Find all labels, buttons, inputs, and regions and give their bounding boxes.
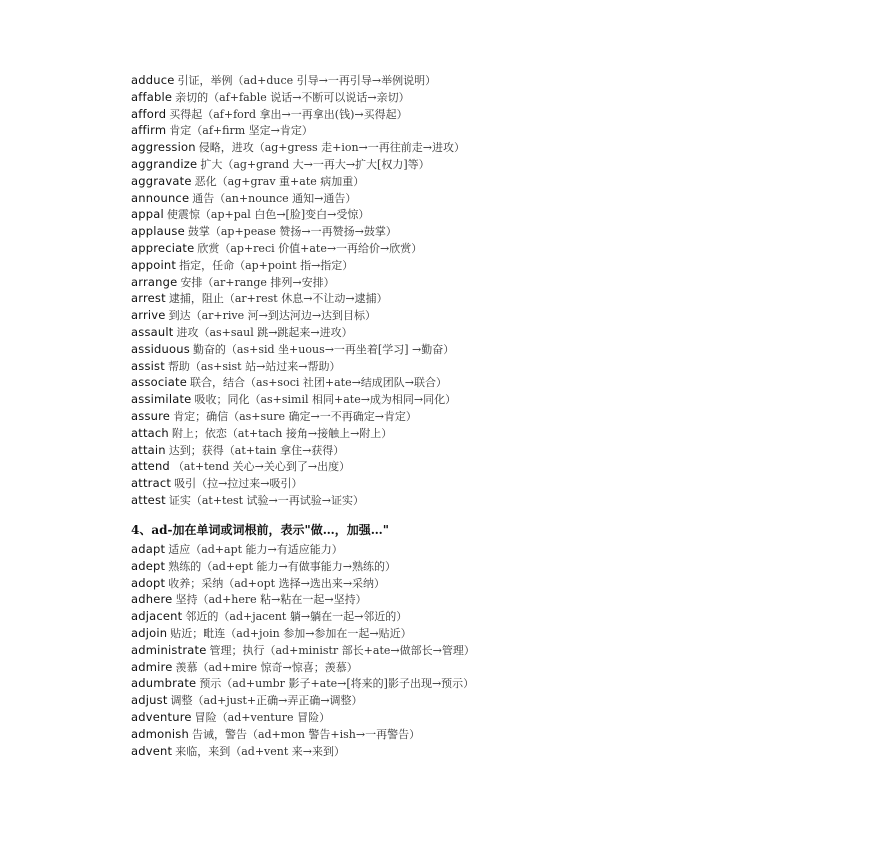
vocab-definition: 扩大（ag+grand 大→一再大→扩大[权力]等） — [200, 157, 430, 171]
vocab-word: assimilate — [131, 392, 192, 407]
vocab-definition: 坚持（ad+here 粘→粘在一起→坚持） — [175, 593, 367, 607]
vocab-definition: 逮捕，阻止（ar+rest 休息→不让动→逮捕） — [168, 292, 388, 306]
vocab-definition: 鼓掌（ap+pease 赞扬→一再赞扬→鼓掌） — [187, 225, 397, 239]
vocab-entry — [131, 541, 475, 558]
vocab-entry — [131, 206, 465, 223]
vocab-definition: 适应（ad+apt 能力→有适应能力） — [168, 543, 343, 556]
vocab-entry — [131, 625, 475, 642]
vocab-entry — [131, 106, 465, 123]
vocab-entry — [131, 341, 465, 358]
vocab-entry — [131, 475, 465, 492]
vocab-word: adduce — [131, 73, 175, 87]
vocab-word: appreciate — [131, 240, 195, 255]
vocab-word: aggression — [131, 140, 196, 155]
vocab-definition: 通告（an+nounce 通知→通告） — [192, 191, 357, 205]
vocab-word: adumbrate — [131, 676, 197, 691]
vocab-definition: 邻近的（ad+jacent 躺→躺在一起→邻近的） — [185, 610, 408, 624]
vocab-entry — [131, 675, 475, 692]
vocab-definition: 使震惊（ap+pal 白色→[脸]变白→受惊） — [166, 208, 370, 222]
vocab-word: assist — [131, 358, 165, 373]
vocab-entry — [131, 374, 465, 391]
vocab-word: advent — [131, 743, 173, 758]
vocab-definition: 来临，来到（ad+vent 来→来到） — [175, 744, 345, 758]
vocab-word: attest — [131, 492, 166, 507]
vocab-word: adventure — [131, 709, 192, 724]
vocab-entry — [131, 173, 465, 190]
vocab-entry — [131, 257, 465, 274]
vocab-entry — [131, 391, 465, 408]
vocab-word: arrest — [131, 291, 166, 306]
vocab-entry — [131, 425, 465, 442]
vocab-entry — [131, 692, 475, 709]
vocab-definition: 亲切的（af+fable 说话→不断可以说话→亲切） — [175, 90, 410, 104]
vocab-entry — [131, 89, 465, 106]
vocab-definition: 告诫，警告（ad+mon 警告+ish→一再警告） — [191, 727, 421, 741]
vocab-word: appoint — [131, 257, 177, 272]
vocab-entry — [131, 591, 475, 608]
vocab-entry — [131, 290, 465, 307]
vocab-word: attract — [131, 476, 172, 491]
vocab-entry — [131, 442, 465, 459]
vocab-entry — [131, 139, 465, 156]
vocab-entry — [131, 223, 465, 240]
vocab-definition: 买得起（af+ford 拿出→一再拿出(钱)→买得起） — [169, 107, 408, 121]
vocab-word: associate — [131, 375, 188, 390]
vocab-word: assure — [131, 408, 171, 423]
vocab-word: admire — [131, 659, 173, 674]
vocab-word: arrange — [131, 274, 178, 289]
vocab-word: adept — [131, 558, 166, 573]
vocab-word: adopt — [131, 575, 166, 590]
vocab-definition: 预示（ad+umbr 影子+ate→[将来的]影子出现→预示） — [199, 677, 475, 691]
vocab-entry — [131, 558, 475, 575]
vocab-definition: 肯定（af+firm 坚定→肯定） — [169, 124, 313, 138]
vocab-definition: 附上；依恋（at+tach 接角→接触上→附上） — [171, 426, 393, 440]
vocab-definition: 联合，结合（as+soci 社团+ate→结成团队→联合） — [190, 376, 448, 390]
vocab-word: adjoin — [131, 625, 168, 640]
vocab-word: affable — [131, 89, 173, 104]
vocab-word: arrive — [131, 308, 166, 323]
vocab-entry — [131, 642, 475, 659]
vocab-word: applause — [131, 224, 185, 239]
vocab-entry — [131, 709, 475, 726]
vocab-word: admonish — [131, 726, 189, 741]
vocab-definition: 冒险（ad+venture 冒险） — [194, 710, 331, 724]
vocab-entry — [131, 492, 465, 509]
vocab-entry — [131, 72, 465, 89]
vocab-entry — [131, 358, 465, 375]
vocab-definition: 侵略，进攻（ag+gress 走+ion→一再往前走→进攻） — [198, 141, 465, 155]
vocab-entry — [131, 608, 475, 625]
vocab-definition: 收养；采纳（ad+opt 选择→选出来→采纳） — [168, 576, 386, 590]
vocab-word: afford — [131, 106, 167, 121]
vocab-definition: 熟练的（ad+ept 能力→有做事能力→熟练的） — [168, 559, 396, 573]
vocab-entry — [131, 408, 465, 425]
vocab-word: adjust — [131, 693, 168, 708]
vocab-word: appal — [131, 207, 164, 222]
vocab-definition: （at+tend 关心→关心到了→出度） — [172, 460, 351, 474]
vocab-definition: 指定，任命（ap+point 指→指定） — [179, 258, 354, 272]
vocab-word: attend — [131, 459, 170, 474]
vocab-definition: 进攻（as+saul 跳→跳起来→进攻） — [176, 325, 353, 339]
vocab-definition: 引证，举例（ad+duce 引导→一再引导→举例说明） — [177, 74, 437, 87]
vocab-definition: 勤奋的（as+sid 坐+uous→一再坐着[学习] →勤奋） — [192, 342, 455, 356]
word-list-section-2 — [131, 541, 475, 759]
vocab-word: aggravate — [131, 173, 192, 188]
vocab-word: adjacent — [131, 609, 183, 624]
vocab-definition: 贴近；毗连（ad+join 参加→参加在一起→贴近） — [170, 626, 412, 640]
vocab-entry — [131, 122, 465, 139]
vocab-entry — [131, 575, 475, 592]
vocab-definition: 羡慕（ad+mire 惊奇→惊喜；羡慕） — [175, 660, 358, 674]
vocab-entry — [131, 156, 465, 173]
vocab-word: affirm — [131, 123, 167, 138]
vocab-definition: 证实（at+test 试验→一再试验→证实） — [168, 493, 364, 507]
vocab-entry — [131, 324, 465, 341]
vocab-definition: 吸收；同化（as+simil 相同+ate→成为相同→同化） — [194, 393, 457, 407]
vocab-word: attain — [131, 442, 166, 457]
vocab-word: administrate — [131, 642, 207, 657]
vocab-entry — [131, 458, 465, 475]
vocab-word: adapt — [131, 542, 166, 556]
vocab-definition: 达到；获得（at+tain 拿住→获得） — [168, 443, 345, 457]
vocab-definition: 欣赏（ap+reci 价值+ate→一再给价→欣赏） — [197, 241, 423, 255]
vocab-entry — [131, 190, 465, 207]
vocab-definition: 帮助（as+sist 站→站过来→帮助） — [167, 359, 341, 373]
vocab-word: attach — [131, 425, 169, 440]
vocab-definition: 管理；执行（ad+ministr 部长+ate→做部长→管理） — [209, 643, 475, 657]
vocab-definition: 恶化（ag+grav 重+ate 病加重） — [194, 174, 365, 188]
vocab-definition: 吸引（拉→拉过来→吸引） — [174, 477, 303, 491]
vocab-word: adhere — [131, 592, 173, 607]
vocab-word: assault — [131, 324, 174, 339]
vocab-entry — [131, 307, 465, 324]
word-list-section-1 — [131, 72, 465, 509]
vocab-entry — [131, 274, 465, 291]
vocab-definition: 到达（ar+rive 河→到达河边→达到目标） — [168, 309, 377, 323]
vocab-entry — [131, 726, 475, 743]
section-heading: 4、ad-加在单词或词根前，表示"做…，加强…" — [131, 523, 390, 537]
vocab-entry — [131, 743, 475, 760]
vocab-definition: 安排（ar+range 排列→安排） — [180, 275, 335, 289]
vocab-definition: 调整（ad+just+正确→弄正确→调整） — [170, 694, 363, 708]
vocab-word: aggrandize — [131, 156, 198, 171]
vocab-entry — [131, 659, 475, 676]
vocab-entry — [131, 240, 465, 257]
vocab-word: announce — [131, 190, 190, 205]
vocab-definition: 肯定；确信（as+sure 确定→一不再确定→肯定） — [173, 409, 417, 423]
vocab-word: assiduous — [131, 341, 190, 356]
